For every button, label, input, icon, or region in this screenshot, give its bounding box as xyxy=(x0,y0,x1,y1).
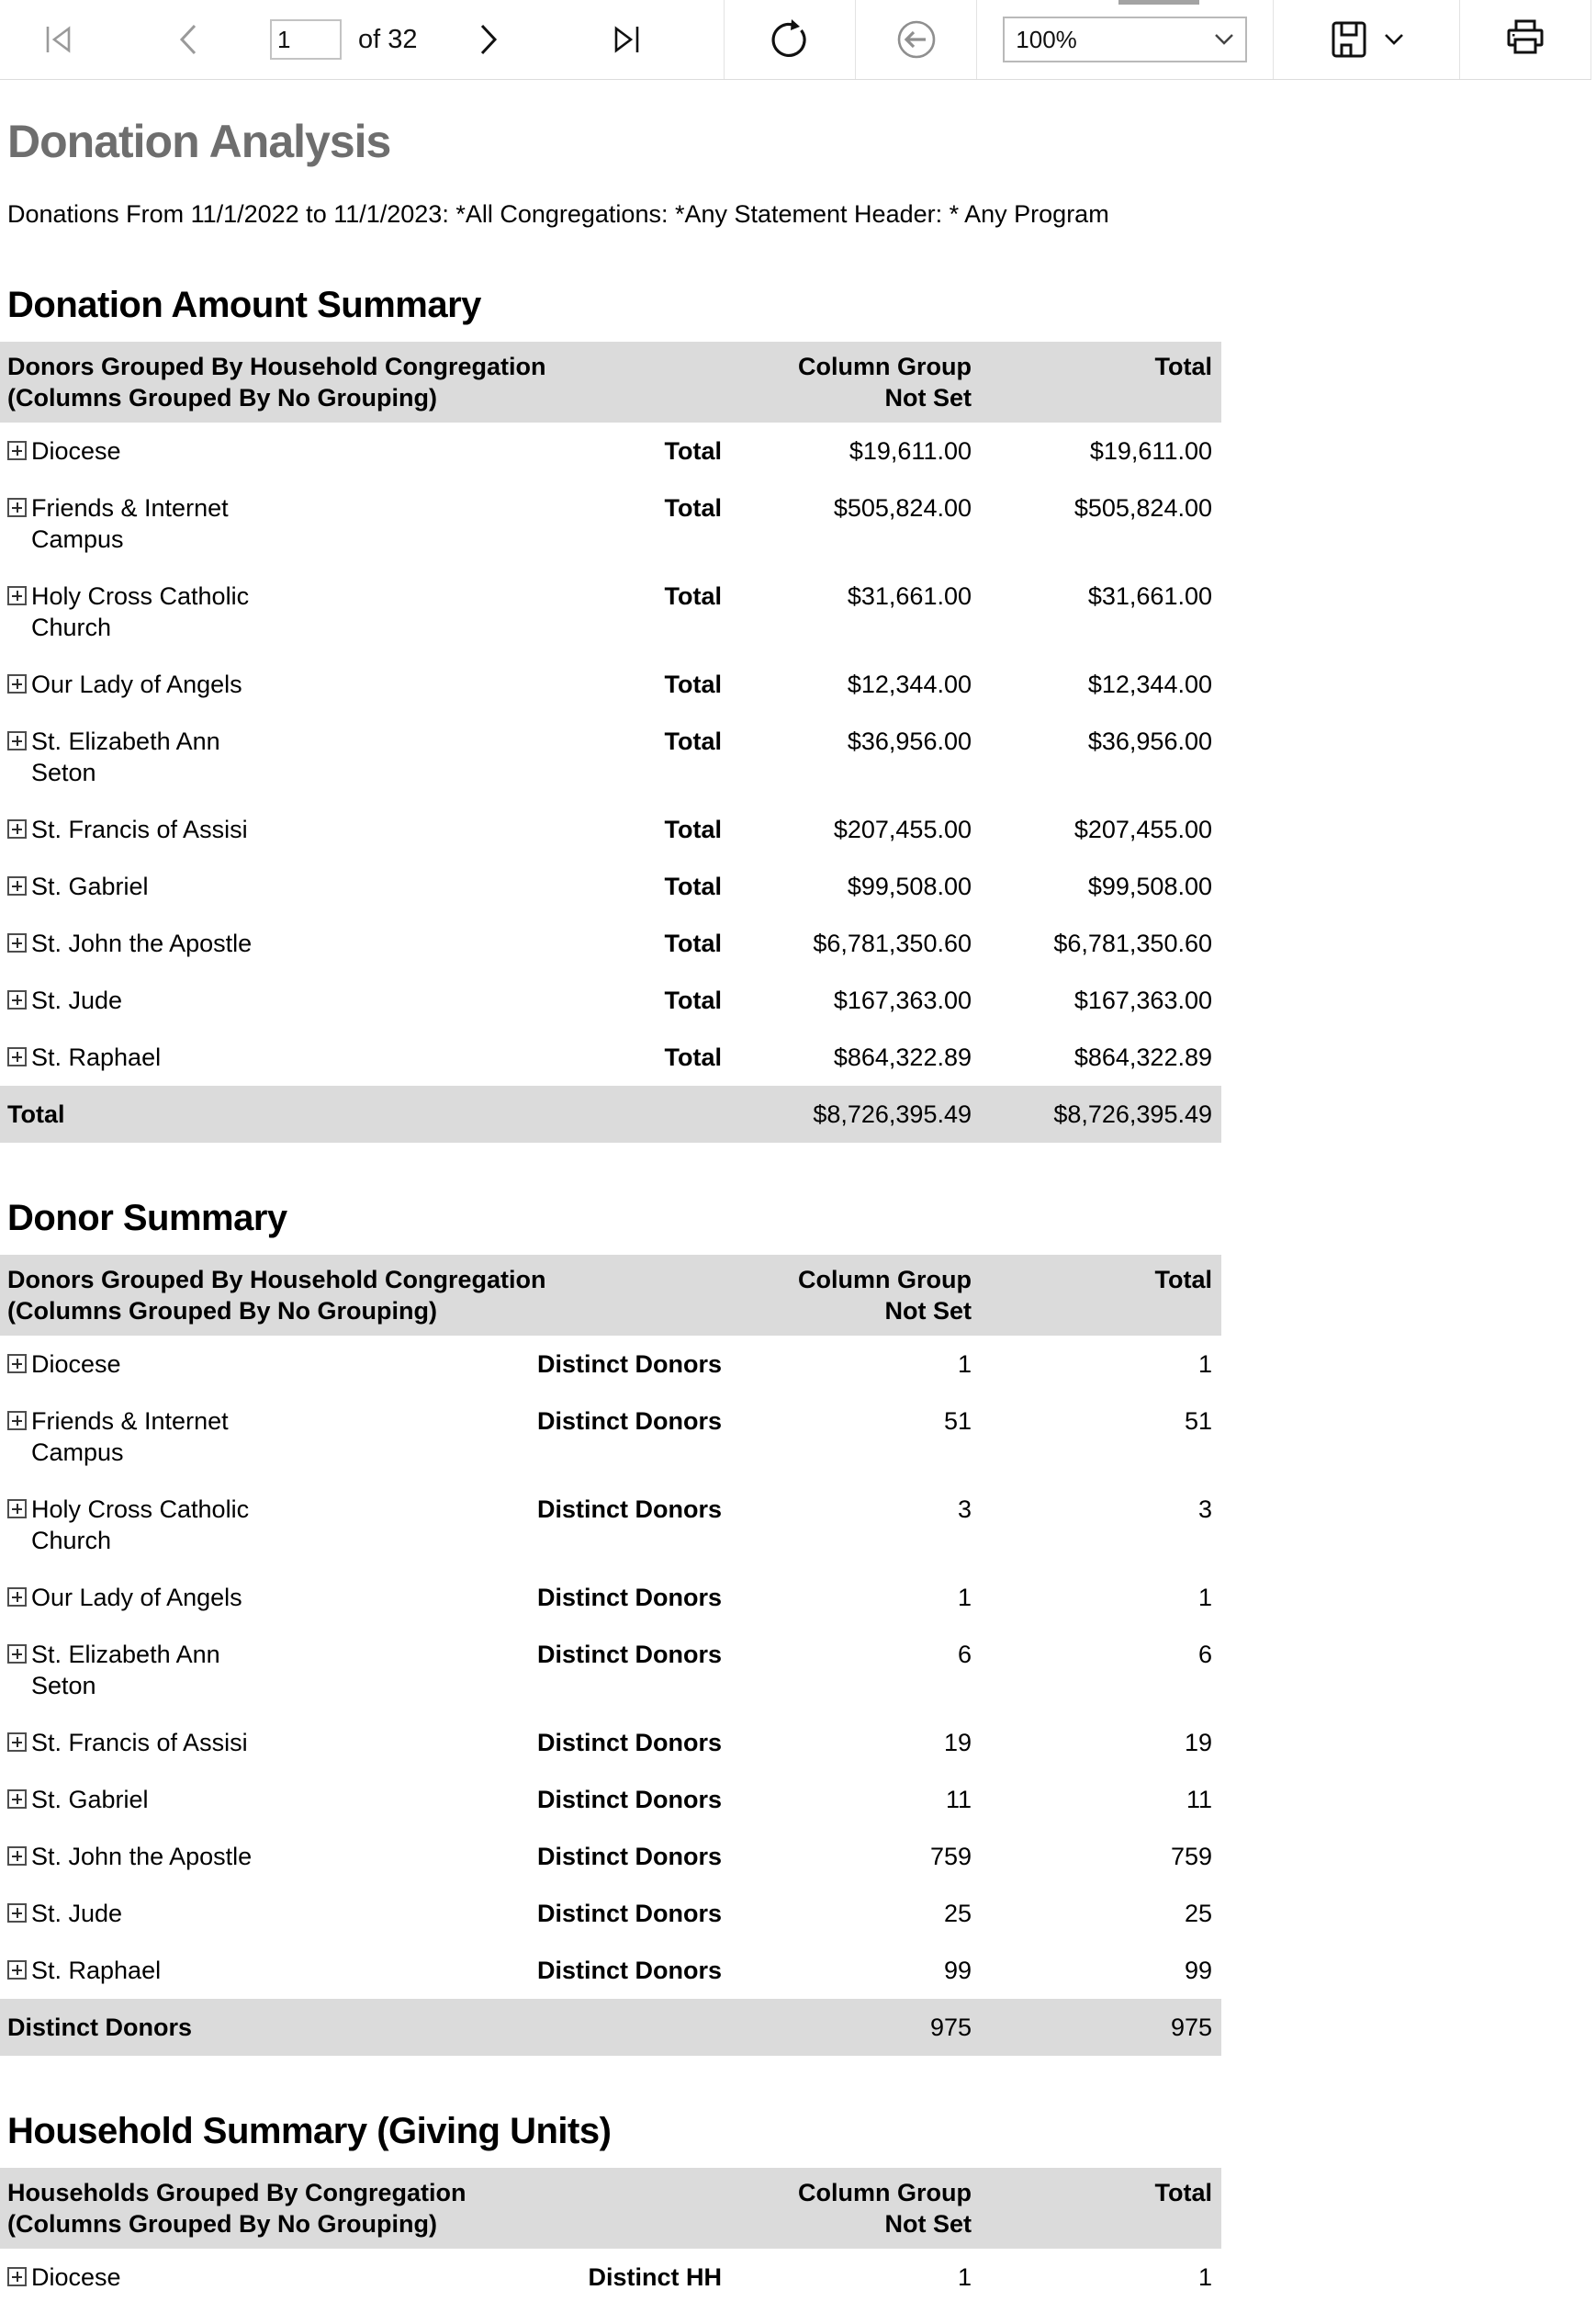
table-row xyxy=(0,1029,1221,1086)
row-group-cell xyxy=(0,1405,279,1468)
refresh-button[interactable] xyxy=(768,17,812,62)
report-title: Donation Analysis xyxy=(7,116,391,167)
table-header-row xyxy=(0,1255,1221,1336)
table-row xyxy=(0,656,1221,713)
table-row xyxy=(0,1942,1221,1999)
column-group-header: Column Group Not Set xyxy=(798,2179,972,2238)
column-group-value: 99 xyxy=(943,1957,972,1984)
total-row-total: $8,726,395.49 xyxy=(1053,1100,1212,1128)
table-row xyxy=(0,858,1221,915)
column-group-header: Column Group Not Set xyxy=(798,1266,972,1325)
section-heading: Donor Summary xyxy=(7,1198,287,1238)
row-group-cell xyxy=(0,1727,279,1758)
column-group-value: $167,363.00 xyxy=(833,987,972,1014)
table-row xyxy=(0,1569,1221,1626)
row-total-value: 1 xyxy=(1197,2263,1212,2291)
chevron-down-icon xyxy=(1214,33,1234,46)
expand-plus-icon[interactable] xyxy=(7,1587,27,1607)
measure-label: Distinct Donors xyxy=(536,1407,722,1435)
table-row xyxy=(0,423,1221,479)
congregation-name: St. John the Apostle xyxy=(31,930,253,957)
expand-plus-icon[interactable] xyxy=(7,1354,27,1373)
table-total-row xyxy=(0,1086,1221,1143)
row-total-value: $167,363.00 xyxy=(1073,987,1212,1014)
congregation-name: St. Francis of Assisi xyxy=(31,816,248,843)
row-group-cell xyxy=(0,1784,279,1815)
measure-label: Total xyxy=(664,1044,722,1071)
page-navigation-group xyxy=(0,0,725,79)
column-group-value: 3 xyxy=(957,1495,972,1523)
measure-label: Total xyxy=(664,728,722,755)
row-group-cell xyxy=(0,492,279,555)
column-group-value: $207,455.00 xyxy=(833,816,972,843)
congregation-name: St. Jude xyxy=(31,1900,123,1927)
column-group-value: 25 xyxy=(943,1900,972,1927)
chevron-left-icon xyxy=(176,21,200,58)
row-group-cell xyxy=(0,2262,279,2293)
column-group-value: $505,824.00 xyxy=(833,494,972,522)
table-row xyxy=(0,2249,1221,2306)
expand-plus-icon[interactable] xyxy=(7,1903,27,1923)
expand-plus-icon[interactable] xyxy=(7,1846,27,1866)
row-group-cell xyxy=(0,1841,279,1872)
column-group-value: 51 xyxy=(943,1407,972,1435)
row-group-header: Donors Grouped By Household Congregation (Columns Grouped By No Grouping) xyxy=(7,353,546,412)
row-group-cell xyxy=(0,435,279,467)
chevron-right-icon xyxy=(477,21,500,58)
congregation-name: Diocese xyxy=(31,437,121,465)
first-page-button[interactable] xyxy=(40,21,77,58)
first-page-icon xyxy=(40,21,77,58)
table-row xyxy=(0,1828,1221,1885)
total-row-value: 975 xyxy=(929,2014,972,2041)
row-group-cell xyxy=(0,669,279,700)
row-group-header: Households Grouped By Congregation (Columns Grouped By No Grouping) xyxy=(7,2179,466,2238)
congregation-name: St. Raphael xyxy=(31,1957,162,1984)
export-group xyxy=(1274,0,1460,79)
row-total-value: $864,322.89 xyxy=(1073,1044,1212,1071)
column-group-value: 759 xyxy=(929,1843,972,1870)
table-header-row xyxy=(0,2168,1221,2249)
column-group-value: $31,661.00 xyxy=(847,582,972,610)
row-group-cell xyxy=(0,581,279,643)
expand-plus-icon[interactable] xyxy=(7,819,27,839)
print-group xyxy=(1460,0,1591,79)
save-export-button[interactable] xyxy=(1329,19,1404,60)
measure-label: Total xyxy=(664,671,722,698)
row-total-value: 25 xyxy=(1184,1900,1212,1927)
table-row xyxy=(0,1626,1221,1714)
congregation-name: Holy Cross Catholic Church xyxy=(31,1495,250,1554)
row-total-value: $36,956.00 xyxy=(1087,728,1212,755)
row-total-value: $12,344.00 xyxy=(1087,671,1212,698)
congregation-name: St. Gabriel xyxy=(31,873,149,900)
row-group-cell xyxy=(0,1348,279,1380)
measure-label: Distinct Donors xyxy=(536,1843,722,1870)
row-group-cell xyxy=(0,985,279,1016)
congregation-name: Diocese xyxy=(31,1350,121,1378)
measure-label: Distinct Donors xyxy=(536,1729,722,1756)
column-group-value: 1 xyxy=(957,1350,972,1378)
expand-plus-icon[interactable] xyxy=(7,1644,27,1664)
expand-plus-icon[interactable] xyxy=(7,586,27,605)
row-total-value: 1 xyxy=(1197,1350,1212,1378)
back-group xyxy=(856,0,977,79)
measure-label: Distinct HH xyxy=(588,2263,722,2291)
total-row-total: 975 xyxy=(1170,2014,1212,2041)
congregation-name: St. Francis of Assisi xyxy=(31,1729,248,1756)
measure-label: Distinct Donors xyxy=(536,1641,722,1668)
back-button[interactable] xyxy=(894,17,938,62)
column-group-value: $12,344.00 xyxy=(847,671,972,698)
last-page-button[interactable] xyxy=(609,21,646,58)
row-group-cell xyxy=(0,1494,279,1556)
row-group-cell xyxy=(0,928,279,959)
report-subtitle: Donations From 11/1/2022 to 11/1/2023: *All Congregations: *Any Statement Header: * Any Program xyxy=(7,200,1109,228)
page-number-input[interactable] xyxy=(270,19,342,60)
expand-plus-icon[interactable] xyxy=(7,1789,27,1809)
table-body xyxy=(0,2249,1221,2306)
table-row xyxy=(0,1481,1221,1569)
page-count-label: of 32 xyxy=(358,24,418,54)
row-total-value: $207,455.00 xyxy=(1073,816,1212,843)
total-row-label: Distinct Donors xyxy=(7,2014,193,2041)
row-group-cell xyxy=(0,814,279,845)
summary-table xyxy=(0,1255,1221,2056)
refresh-group xyxy=(725,0,857,79)
measure-label: Total xyxy=(664,437,722,465)
congregation-name: St. Elizabeth Ann Seton xyxy=(31,728,220,786)
measure-label: Total xyxy=(664,582,722,610)
column-group-value: $19,611.00 xyxy=(849,437,972,465)
next-page-button[interactable] xyxy=(477,21,500,58)
measure-label: Distinct Donors xyxy=(536,1350,722,1378)
back-circle-arrow-icon xyxy=(894,17,938,62)
row-total-value: 3 xyxy=(1197,1495,1212,1523)
row-total-value: $505,824.00 xyxy=(1073,494,1212,522)
last-page-icon xyxy=(609,21,646,58)
congregation-name: Friends & Internet Campus xyxy=(31,1407,229,1466)
table-total-row xyxy=(0,1999,1221,2056)
total-row-value: $8,726,395.49 xyxy=(813,1100,972,1128)
expand-plus-icon[interactable] xyxy=(7,1411,27,1430)
measure-label: Distinct Donors xyxy=(536,1957,722,1984)
congregation-name: Holy Cross Catholic Church xyxy=(31,582,250,641)
expand-plus-icon[interactable] xyxy=(7,1047,27,1066)
expand-plus-icon[interactable] xyxy=(7,674,27,694)
horizontal-scrollbar-thumb[interactable] xyxy=(1118,0,1199,5)
previous-page-button[interactable] xyxy=(176,21,200,58)
section-household-summary xyxy=(0,2109,1596,2306)
table-row xyxy=(0,479,1221,568)
row-group-cell xyxy=(0,1639,279,1701)
row-total-value: $31,661.00 xyxy=(1087,582,1212,610)
measure-label: Total xyxy=(664,930,722,957)
total-column-header: Total xyxy=(1154,2179,1212,2206)
expand-plus-icon[interactable] xyxy=(7,990,27,1010)
row-total-value: 11 xyxy=(1186,1786,1212,1813)
row-group-cell xyxy=(0,871,279,902)
row-total-value: 99 xyxy=(1184,1957,1212,1984)
table-row xyxy=(0,972,1221,1029)
expand-plus-icon[interactable] xyxy=(7,933,27,953)
congregation-name: Diocese xyxy=(31,2263,121,2291)
congregation-name: Friends & Internet Campus xyxy=(31,494,229,553)
total-row-label: Total xyxy=(7,1100,65,1128)
row-total-value: $99,508.00 xyxy=(1087,873,1212,900)
expand-plus-icon[interactable] xyxy=(7,731,27,750)
measure-label: Distinct Donors xyxy=(536,1495,722,1523)
column-group-value: $864,322.89 xyxy=(833,1044,972,1071)
measure-label: Distinct Donors xyxy=(536,1900,722,1927)
column-group-value: 11 xyxy=(945,1786,972,1813)
total-column-header: Total xyxy=(1154,1266,1212,1293)
column-group-header: Column Group Not Set xyxy=(798,353,972,412)
table-row xyxy=(0,568,1221,656)
zoom-value: 100% xyxy=(1016,25,1077,53)
column-group-value: 19 xyxy=(943,1729,972,1756)
table-row xyxy=(0,801,1221,858)
column-group-value: 1 xyxy=(957,1584,972,1611)
measure-label: Total xyxy=(664,987,722,1014)
row-group-cell xyxy=(0,1955,279,1986)
congregation-name: St. Jude xyxy=(31,987,123,1014)
congregation-name: St. Gabriel xyxy=(31,1786,149,1813)
column-group-value: $6,781,350.60 xyxy=(813,930,972,957)
row-total-value: 19 xyxy=(1184,1729,1212,1756)
row-group-header: Donors Grouped By Household Congregation (Columns Grouped By No Grouping) xyxy=(7,1266,546,1325)
measure-label: Total xyxy=(664,494,722,522)
column-group-value: 6 xyxy=(957,1641,972,1668)
congregation-name: St. John the Apostle xyxy=(31,1843,253,1870)
report-page xyxy=(0,115,1596,2306)
table-row xyxy=(0,1393,1221,1481)
row-total-value: 6 xyxy=(1197,1641,1212,1668)
table-row xyxy=(0,1771,1221,1828)
report-viewer-toolbar xyxy=(0,0,1591,80)
section-heading: Donation Amount Summary xyxy=(7,285,481,325)
printer-icon xyxy=(1503,17,1547,62)
measure-label: Total xyxy=(664,816,722,843)
table-row xyxy=(0,1885,1221,1942)
expand-plus-icon[interactable] xyxy=(7,1499,27,1518)
table-row xyxy=(0,1714,1221,1771)
congregation-name: St. Elizabeth Ann Seton xyxy=(31,1641,220,1699)
refresh-icon xyxy=(768,17,812,62)
zoom-select[interactable] xyxy=(1003,17,1247,62)
total-column-header: Total xyxy=(1154,353,1212,380)
row-total-value: 759 xyxy=(1170,1843,1212,1870)
congregation-name: Our Lady of Angels xyxy=(31,1584,242,1611)
print-button[interactable] xyxy=(1503,17,1547,62)
section-heading: Household Summary (Giving Units) xyxy=(7,2111,612,2151)
column-group-value: 1 xyxy=(957,2263,972,2291)
summary-table xyxy=(0,342,1221,1143)
table-body xyxy=(0,1336,1221,1999)
table-row xyxy=(0,1336,1221,1393)
row-total-value: $19,611.00 xyxy=(1089,437,1212,465)
chevron-down-icon xyxy=(1384,33,1404,46)
measure-label: Total xyxy=(664,873,722,900)
expand-plus-icon[interactable] xyxy=(7,876,27,896)
row-total-value: 51 xyxy=(1184,1407,1212,1435)
section-donor-summary xyxy=(0,1196,1596,2056)
expand-plus-icon[interactable] xyxy=(7,498,27,517)
row-group-cell xyxy=(0,1582,279,1613)
congregation-name: Our Lady of Angels xyxy=(31,671,242,698)
column-group-value: $36,956.00 xyxy=(847,728,972,755)
expand-plus-icon[interactable] xyxy=(7,2267,27,2286)
table-row xyxy=(0,915,1221,972)
expand-plus-icon[interactable] xyxy=(7,1960,27,1980)
expand-plus-icon[interactable] xyxy=(7,441,27,460)
table-row xyxy=(0,713,1221,801)
summary-table xyxy=(0,2168,1221,2306)
measure-label: Distinct Donors xyxy=(536,1786,722,1813)
zoom-group xyxy=(977,0,1274,79)
row-group-cell xyxy=(0,726,279,788)
row-group-cell xyxy=(0,1898,279,1929)
expand-plus-icon[interactable] xyxy=(7,1732,27,1752)
congregation-name: St. Raphael xyxy=(31,1044,162,1071)
measure-label: Distinct Donors xyxy=(536,1584,722,1611)
table-body xyxy=(0,423,1221,1086)
section-donation-amount-summary xyxy=(0,283,1596,1143)
save-floppy-icon xyxy=(1329,19,1369,60)
row-total-value: $6,781,350.60 xyxy=(1053,930,1212,957)
row-total-value: 1 xyxy=(1197,1584,1212,1611)
column-group-value: $99,508.00 xyxy=(847,873,972,900)
table-header-row xyxy=(0,342,1221,423)
row-group-cell xyxy=(0,1042,279,1073)
